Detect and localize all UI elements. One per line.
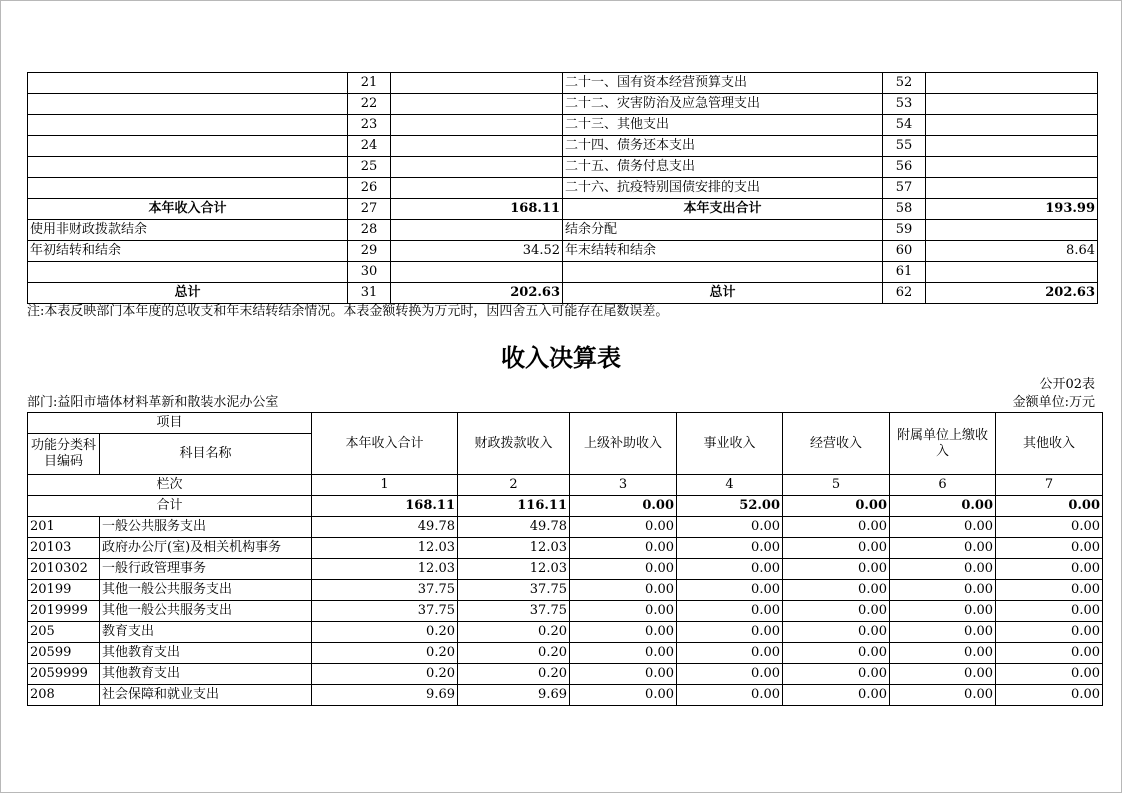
total-value: 0.00 [570,496,677,517]
summary-right-no: 57 [883,178,926,199]
amount-cell: 0.00 [677,517,783,538]
summary-right-item: 本年支出合计 [563,199,883,220]
subject-name: 政府办公厅(室)及相关机构事务 [100,538,312,559]
summary-right-item: 二十五、债务付息支出 [563,157,883,178]
amount-cell: 37.75 [312,601,458,622]
summary-left-value [391,220,563,241]
subject-code: 20599 [28,643,100,664]
amount-cell: 0.00 [890,538,996,559]
summary-left-item [28,115,348,136]
amount-cell: 12.03 [312,559,458,580]
subject-code: 20199 [28,580,100,601]
amount-cell: 0.00 [570,538,677,559]
total-value: 0.00 [996,496,1103,517]
subject-code: 2019999 [28,601,100,622]
summary-row [28,115,1098,136]
amount-cell: 0.00 [996,580,1103,601]
table-row [28,538,1103,559]
amount-cell: 37.75 [458,580,570,601]
table-row [28,517,1103,538]
summary-right-item: 二十二、灾害防治及应急管理支出 [563,94,883,115]
total-label: 合计 [28,496,312,517]
header-row-label: 栏次 [28,475,312,496]
summary-left-value [391,115,563,136]
subject-name: 其他教育支出 [100,664,312,685]
amount-cell: 0.20 [458,643,570,664]
summary-left-item [28,94,348,115]
summary-right-value [926,178,1098,199]
summary-right-value: 193.99 [926,199,1098,220]
amount-cell: 9.69 [312,685,458,706]
amount-cell: 0.20 [458,622,570,643]
subject-name: 教育支出 [100,622,312,643]
amount-cell: 0.00 [890,517,996,538]
header-col3: 上级补助收入 [570,413,677,475]
summary-left-no: 23 [348,115,391,136]
table-row [28,559,1103,580]
summary-left-value [391,136,563,157]
summary-right-no: 62 [883,283,926,304]
header-num: 2 [458,475,570,496]
summary-row [28,94,1098,115]
amount-cell: 37.75 [312,580,458,601]
summary-right-item: 二十三、其他支出 [563,115,883,136]
summary-left-value: 202.63 [391,283,563,304]
amount-cell: 0.00 [783,643,890,664]
amount-cell: 0.00 [996,517,1103,538]
amount-cell: 0.00 [677,601,783,622]
page-title: 收入决算表 [501,343,621,372]
subject-code: 20103 [28,538,100,559]
subject-name: 一般行政管理事务 [100,559,312,580]
amount-cell: 12.03 [458,538,570,559]
amount-cell: 0.00 [570,685,677,706]
table-row [28,601,1103,622]
summary-right-item: 二十四、债务还本支出 [563,136,883,157]
header-col6: 附属单位上缴收入 [890,413,996,475]
amount-cell: 0.00 [570,601,677,622]
header-func-code: 功能分类科目编码 [28,434,100,475]
amount-cell: 0.00 [890,559,996,580]
total-value: 52.00 [677,496,783,517]
summary-right-item: 二十一、国有资本经营预算支出 [563,73,883,94]
summary-right-value [926,94,1098,115]
total-value: 0.00 [783,496,890,517]
summary-right-value [926,73,1098,94]
header-col1: 本年收入合计 [312,413,458,475]
amount-cell: 0.00 [996,559,1103,580]
summary-left-item [28,73,348,94]
summary-right-no: 58 [883,199,926,220]
summary-left-no: 24 [348,136,391,157]
summary-row [28,241,1098,262]
header-num: 1 [312,475,458,496]
amount-cell: 9.69 [458,685,570,706]
amount-cell: 0.00 [677,580,783,601]
summary-row [28,136,1098,157]
table-code: 公开02表 [1039,377,1095,392]
table-row [28,580,1103,601]
amount-cell: 0.00 [677,538,783,559]
summary-left-value [391,94,563,115]
amount-cell: 0.00 [890,622,996,643]
amount-cell: 0.00 [783,559,890,580]
summary-left-no: 31 [348,283,391,304]
amount-cell: 0.20 [312,622,458,643]
amount-cell: 0.00 [996,643,1103,664]
summary-right-no: 55 [883,136,926,157]
amount-cell: 0.00 [783,622,890,643]
amount-cell: 0.00 [783,517,890,538]
subject-code: 2059999 [28,664,100,685]
summary-row [28,262,1098,283]
summary-left-value: 34.52 [391,241,563,262]
amount-cell: 0.00 [570,622,677,643]
amount-cell: 0.00 [677,643,783,664]
summary-right-no: 56 [883,157,926,178]
summary-table [27,72,1098,304]
amount-cell: 0.00 [570,643,677,664]
total-row [28,496,1103,517]
amount-cell: 0.00 [890,580,996,601]
subject-name: 其他一般公共服务支出 [100,580,312,601]
amount-cell: 0.00 [890,601,996,622]
header-col4: 事业收入 [677,413,783,475]
summary-left-item: 年初结转和结余 [28,241,348,262]
subject-name: 社会保障和就业支出 [100,685,312,706]
summary-right-no: 53 [883,94,926,115]
amount-cell: 0.00 [570,664,677,685]
header-col7: 其他收入 [996,413,1103,475]
summary-right-item [563,262,883,283]
summary-right-no: 52 [883,73,926,94]
header-num: 5 [783,475,890,496]
summary-right-no: 61 [883,262,926,283]
total-value: 116.11 [458,496,570,517]
amount-cell: 0.00 [570,559,677,580]
amount-cell: 0.00 [677,559,783,580]
amount-cell: 0.20 [312,643,458,664]
summary-left-value [391,73,563,94]
header-num: 4 [677,475,783,496]
amount-cell: 0.00 [570,517,677,538]
amount-cell: 49.78 [458,517,570,538]
summary-row [28,199,1098,220]
subject-name: 其他一般公共服务支出 [100,601,312,622]
summary-right-value [926,136,1098,157]
unit-label: 金额单位:万元 [1012,395,1095,410]
summary-right-item: 总计 [563,283,883,304]
summary-right-item: 年末结转和结余 [563,241,883,262]
amount-cell: 0.00 [677,664,783,685]
amount-cell: 0.00 [890,643,996,664]
header-subject-name: 科目名称 [100,434,312,475]
summary-left-no: 29 [348,241,391,262]
summary-left-no: 27 [348,199,391,220]
department-label: 部门:益阳市墙体材料革新和散装水泥办公室 [27,395,279,410]
header-num: 3 [570,475,677,496]
subject-name: 一般公共服务支出 [100,517,312,538]
amount-cell: 0.00 [996,538,1103,559]
summary-left-item: 本年收入合计 [28,199,348,220]
summary-right-value [926,115,1098,136]
summary-left-no: 28 [348,220,391,241]
subject-code: 201 [28,517,100,538]
summary-left-value: 168.11 [391,199,563,220]
summary-left-item [28,178,348,199]
summary-left-value [391,157,563,178]
summary-row [28,220,1098,241]
summary-left-no: 30 [348,262,391,283]
header-num: 7 [996,475,1103,496]
summary-row [28,178,1098,199]
amount-cell: 37.75 [458,601,570,622]
table-note: 注:本表反映部门本年度的总收支和年末结转结余情况。本表金额转换为万元时，因四舍五入可能存在尾数误差。 [27,304,669,319]
amount-cell: 0.00 [783,580,890,601]
subject-name: 其他教育支出 [100,643,312,664]
header-col2: 财政拨款收入 [458,413,570,475]
amount-cell: 0.00 [996,664,1103,685]
amount-cell: 0.00 [677,685,783,706]
table-row [28,643,1103,664]
income-table [27,412,1103,706]
summary-right-item: 结余分配 [563,220,883,241]
summary-left-item [28,262,348,283]
summary-table-body [28,73,1098,304]
amount-cell: 0.20 [458,664,570,685]
total-value: 0.00 [890,496,996,517]
summary-left-no: 25 [348,157,391,178]
summary-right-value: 8.64 [926,241,1098,262]
subject-code: 2010302 [28,559,100,580]
amount-cell: 12.03 [458,559,570,580]
table-row [28,622,1103,643]
header-col5: 经营收入 [783,413,890,475]
summary-left-item: 使用非财政拨款结余 [28,220,348,241]
summary-left-no: 26 [348,178,391,199]
summary-row [28,73,1098,94]
summary-right-no: 54 [883,115,926,136]
table-row [28,664,1103,685]
table-row [28,685,1103,706]
summary-right-no: 60 [883,241,926,262]
summary-right-no: 59 [883,220,926,241]
amount-cell: 0.20 [312,664,458,685]
summary-left-no: 21 [348,73,391,94]
income-table-body [28,517,1103,706]
amount-cell: 0.00 [783,685,890,706]
amount-cell: 0.00 [890,664,996,685]
summary-left-value [391,178,563,199]
summary-right-value [926,262,1098,283]
summary-right-item: 二十六、抗疫特别国债安排的支出 [563,178,883,199]
amount-cell: 0.00 [996,685,1103,706]
summary-row [28,157,1098,178]
summary-right-value [926,157,1098,178]
amount-cell: 0.00 [783,601,890,622]
amount-cell: 0.00 [890,685,996,706]
amount-cell: 49.78 [312,517,458,538]
amount-cell: 12.03 [312,538,458,559]
subject-code: 208 [28,685,100,706]
amount-cell: 0.00 [677,622,783,643]
summary-right-value [926,220,1098,241]
summary-row [28,283,1098,304]
summary-right-value: 202.63 [926,283,1098,304]
summary-left-item [28,157,348,178]
summary-left-value [391,262,563,283]
summary-left-item [28,136,348,157]
header-item: 项目 [28,413,312,434]
summary-left-no: 22 [348,94,391,115]
summary-left-item: 总计 [28,283,348,304]
amount-cell: 0.00 [996,622,1103,643]
amount-cell: 0.00 [783,538,890,559]
header-num: 6 [890,475,996,496]
amount-cell: 0.00 [783,664,890,685]
subject-code: 205 [28,622,100,643]
amount-cell: 0.00 [996,601,1103,622]
total-value: 168.11 [312,496,458,517]
amount-cell: 0.00 [570,580,677,601]
income-table-header [28,413,1103,517]
